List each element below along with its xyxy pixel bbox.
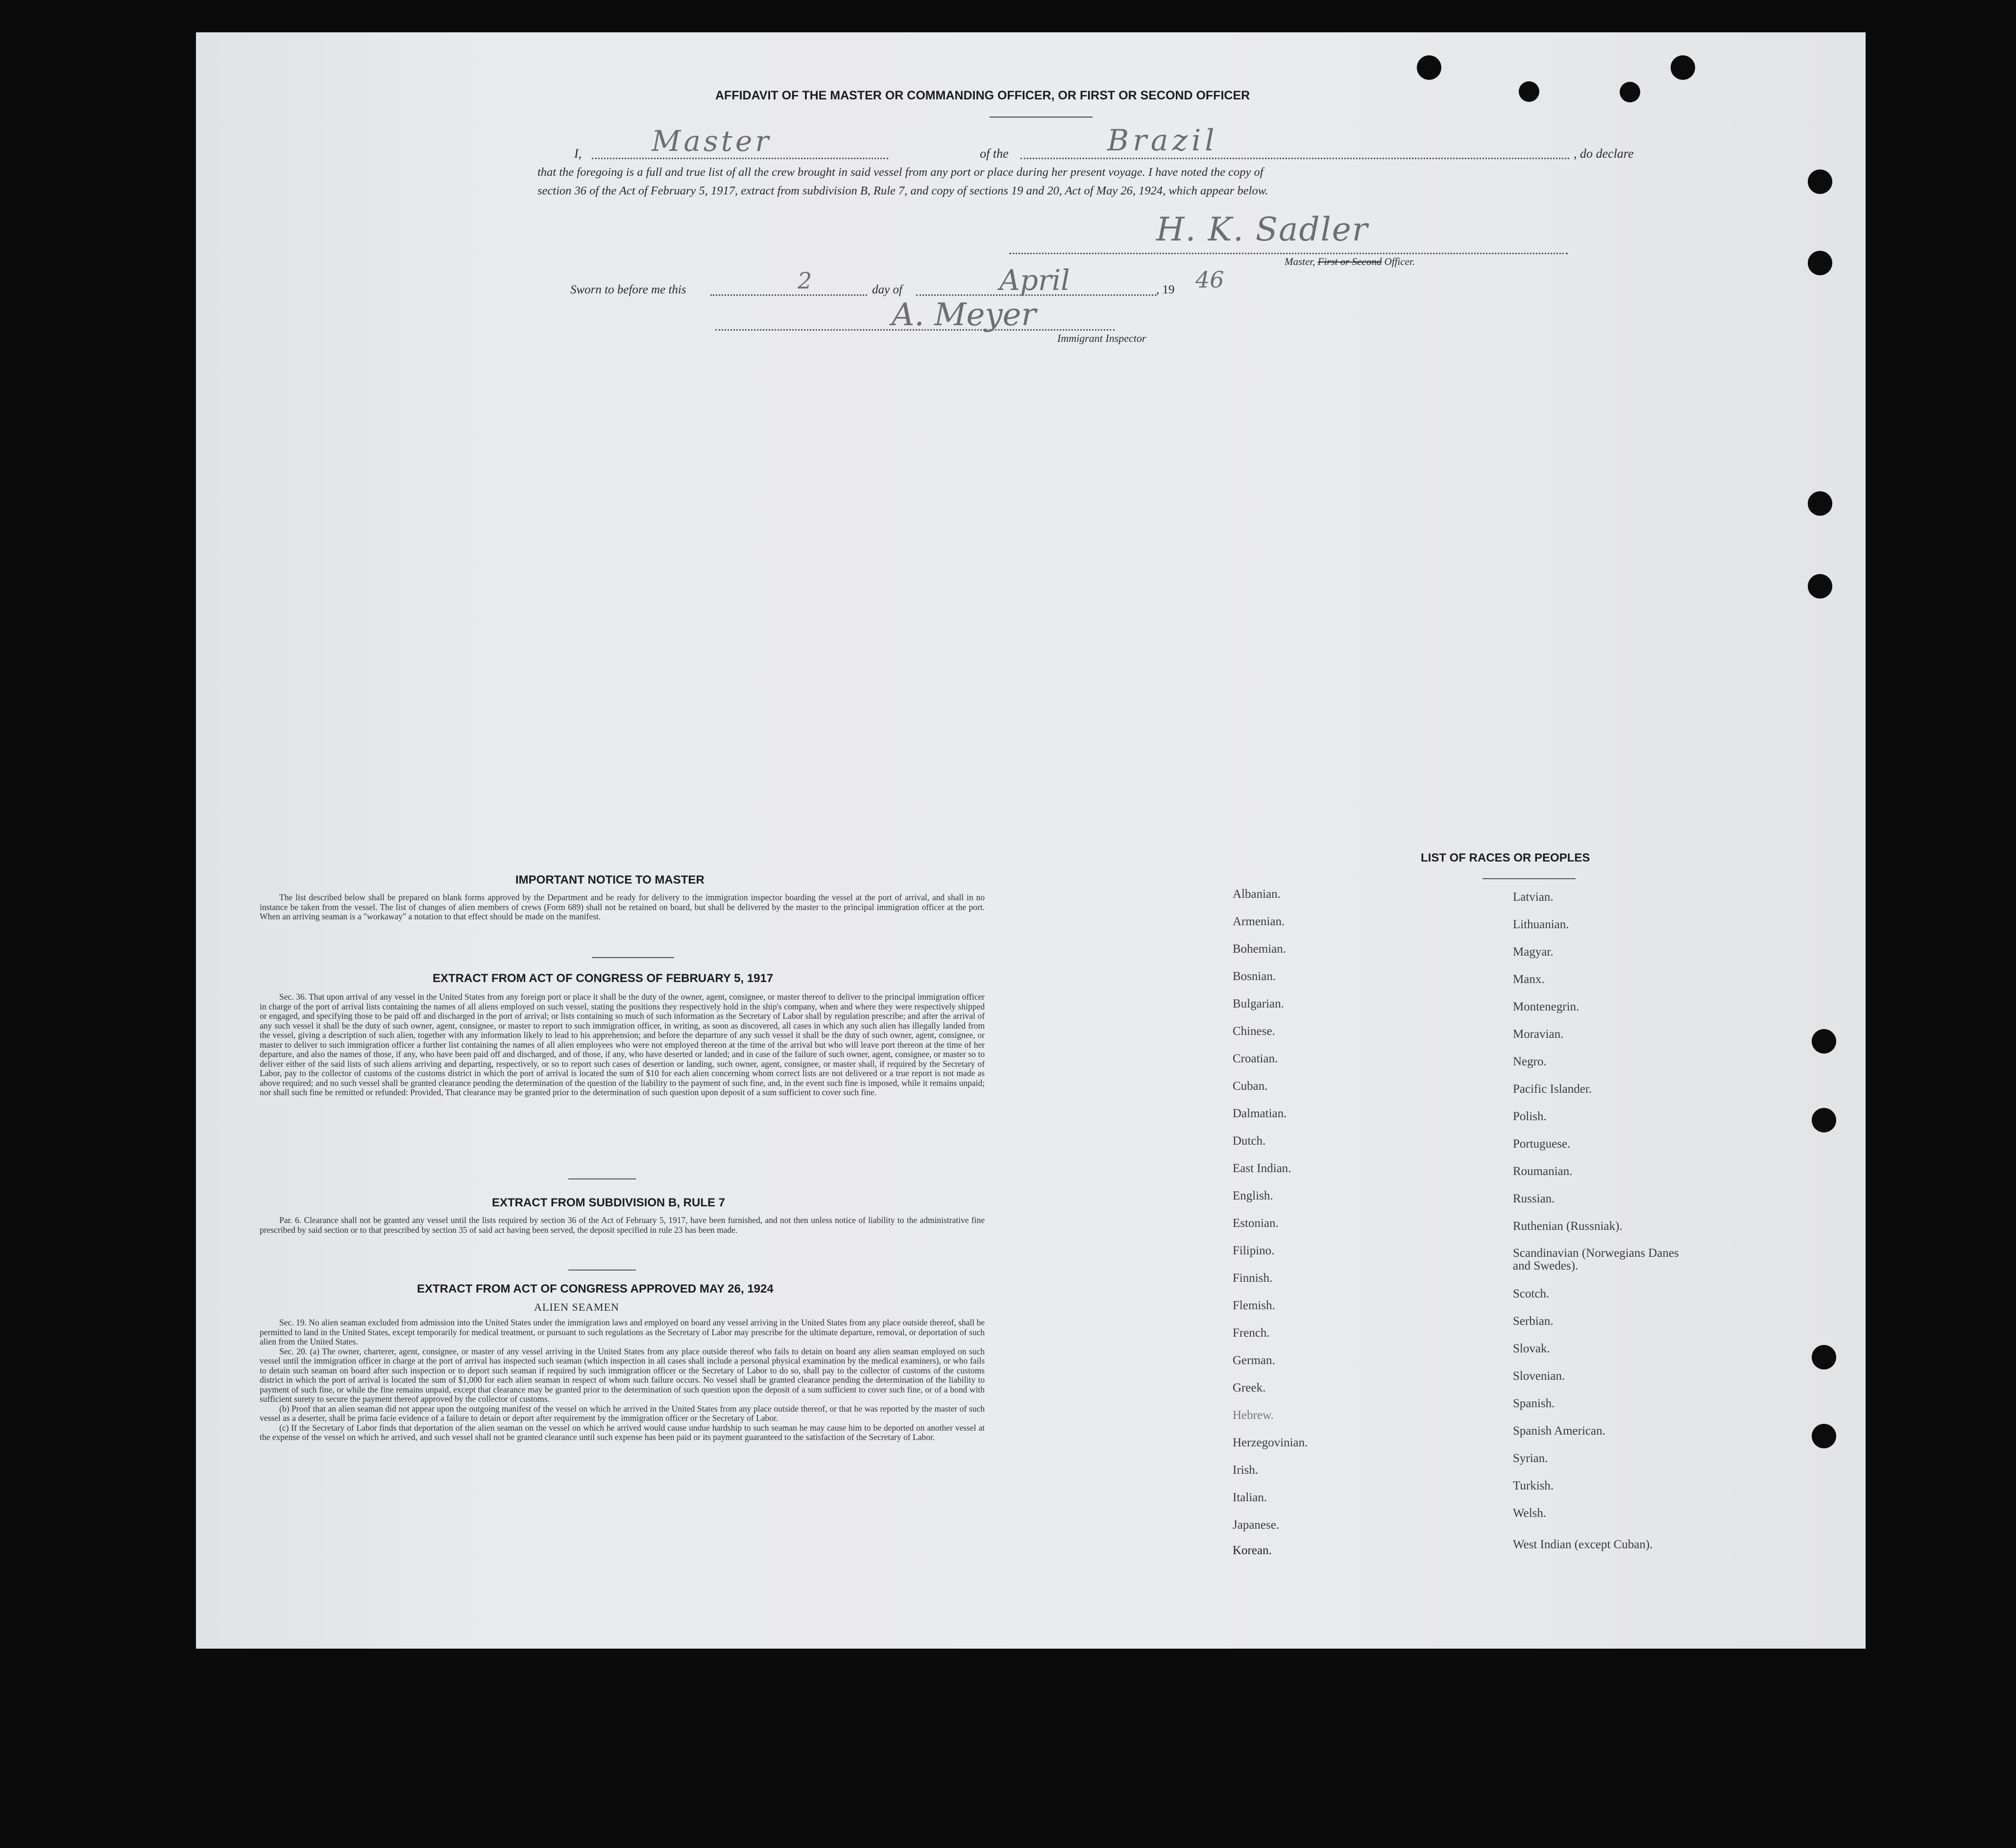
act1924-subtitle: ALIEN SEAMEN — [534, 1301, 619, 1313]
rule7-paragraph: Par. 6. Clearance shall not be granted any vessel until the lists required by section 36 of the Act of February 5, 1917, have been furnished, and not then unless notice of liability to the administrative fine prescribed by said section or to that prescribed by section 35 of said act having been served, the deposit specified in rule 23 has been made. — [260, 1215, 985, 1235]
act1917-text — [260, 992, 985, 1098]
race-col1-item: Bosnian. — [1233, 970, 1276, 983]
master-signature: H. K. Sadler — [1156, 211, 1369, 248]
races-rule — [1482, 878, 1576, 879]
race-col1-item: Bohemian. — [1233, 942, 1287, 956]
signature-line — [1009, 253, 1568, 254]
punch-hole — [1671, 55, 1695, 80]
race-col2-item: Roumanian. — [1513, 1165, 1573, 1178]
race-col1-item: Armenian. — [1233, 915, 1285, 928]
rule7-text — [260, 1216, 985, 1235]
punch-hole — [1812, 1108, 1836, 1132]
race-col2-item: Scotch. — [1513, 1287, 1550, 1300]
day-of-label: day of — [872, 283, 902, 296]
affidavit-line-2: that the foregoing is a full and true list of all the crew brought in said vessel from any port or place during her present voyage. I have noted the copy of — [537, 166, 1263, 179]
punch-hole — [1812, 1424, 1836, 1448]
affidavit-title: AFFIDAVIT OF THE MASTER OR COMMANDING OFFICER, OR FIRST OR SECOND OFFICER — [715, 89, 1250, 102]
race-col1-item: Korean. — [1233, 1544, 1272, 1557]
inspector-caption: Immigrant Inspector — [1057, 332, 1146, 344]
master-caption-struck: First or Second — [1317, 256, 1382, 267]
year-prefix: , 19 — [1156, 283, 1175, 296]
race-col1-item: Herzegovinian. — [1233, 1436, 1308, 1449]
race-col2-item: Slovenian. — [1513, 1369, 1565, 1383]
race-col2-item: Scandinavian (Norwegians Danes and Swedes). — [1513, 1247, 1679, 1272]
document-page — [196, 32, 1866, 1649]
punch-hole — [1808, 491, 1832, 516]
sec20a-paragraph: Sec. 20. (a) The owner, charterer, agent, consignee, or master of any vessel arriving in the United States from any place outside thereof who fails to detain on board any alien seaman employed on such vessel until the immigration officer in charge at the port of arrival has inspected such seaman (which inspection in all cases shall include a personal physical examination by the medical examiners), or who fails to detain such seaman on board after such inspection or to deport such seaman if required by such immigration officer or the Secretary of Labor to do so, shall pay to the collector of customs of the customs district in which the port of arrival is located the sum of $1,000 for each alien seaman in respect of whom such failure occurs. No vessel shall be granted clearance pending the determination of the liability to payment of such fine, or while the fine remains unpaid, except that clearance may be granted prior to the determination of such question upon the deposit of a sum sufficient to cover such fine, or of a bond with sufficient surety to secure the payment thereof approved by the collector of customs. — [260, 1346, 985, 1404]
punch-hole — [1519, 81, 1539, 102]
affidavit-line-3: section 36 of the Act of February 5, 1917, extract from subdivision B, Rule 7, and copy of sections 19 and 20, Act of May 26, 1924, which appear below. — [537, 184, 1268, 197]
race-col1-item: Greek. — [1233, 1381, 1266, 1394]
race-col1-item: Filipino. — [1233, 1244, 1275, 1257]
race-col1-item: Finnish. — [1233, 1272, 1273, 1285]
dotted-line — [592, 158, 888, 159]
race-col1-item: Cuban. — [1233, 1080, 1268, 1093]
race-col1-item: German. — [1233, 1354, 1275, 1367]
master-caption-officer: Officer. — [1384, 256, 1415, 267]
inspector-signature: A. Meyer — [892, 297, 1036, 333]
races-title: LIST OF RACES OR PEOPLES — [1421, 851, 1590, 864]
punch-hole — [1417, 55, 1441, 80]
race-col2-item: Syrian. — [1513, 1452, 1548, 1465]
dotted-line — [710, 294, 867, 296]
race-col2-item: Serbian. — [1513, 1315, 1554, 1328]
handwritten-day: 2 — [798, 267, 812, 294]
notice-text — [260, 893, 985, 922]
notice-paragraph: The list described below shall be prepared on blank forms approved by the Department and be ready for delivery to the immigration inspector boarding the vessel at the port of arrival, and shall in no instance be taken from the vessel. The list of changes of alien members of crews (Form 689) shall not be retained on board, but shall be delivered by the master to the principal immigration officer at the port. When an arriving seaman is a "workaway" a notation to that effect should be made on the manifest. — [260, 892, 985, 921]
handwritten-month: April — [999, 264, 1070, 297]
sec19-paragraph: Sec. 19. No alien seaman excluded from admission into the United States under the immigration laws and employed on board any vessel arriving in the United States from any place outside thereof, shall be permitted to land in the United States, except temporarily for medical treatment, or pursuant to such regulations as the Secretary of Labor may prescribe for the ultimate departure, removal, or deportation of such alien from the United States. — [260, 1318, 985, 1346]
do-declare-label: , do declare — [1574, 146, 1634, 161]
punch-hole — [1808, 574, 1832, 599]
sec20b-paragraph: (b) Proof that an alien seaman did not appear upon the outgoing manifest of the vessel on which he arrived in the United States from any place outside thereof, or that he was reported by the master of such vessel as a deserter, shall be prima facie evidence of a failure to detain or deport after requirement by the immigration officer or the Secretary of Labor. — [260, 1403, 985, 1423]
punch-hole — [1812, 1029, 1836, 1054]
race-col2-item: Moravian. — [1513, 1028, 1564, 1041]
race-col1-item: Italian. — [1233, 1491, 1267, 1504]
race-col2-item: Montenegrin. — [1513, 1000, 1579, 1013]
punch-hole — [1812, 1345, 1836, 1369]
race-col2-item: Turkish. — [1513, 1479, 1554, 1492]
race-col1-item: Japanese. — [1233, 1518, 1280, 1532]
race-col2-item: Spanish American. — [1513, 1424, 1605, 1438]
punch-hole — [1808, 251, 1832, 275]
race-col1-item: French. — [1233, 1326, 1270, 1340]
race-col2-item: Polish. — [1513, 1110, 1547, 1123]
race-col2-item: Portuguese. — [1513, 1137, 1571, 1151]
master-caption — [1285, 256, 1415, 268]
race-col2-item: West Indian (except Cuban). — [1513, 1538, 1653, 1551]
act1917-paragraph: Sec. 36. That upon arrival of any vessel in the United States from any foreign port or place it shall be the duty of the owner, agent, consignee, or master thereof to deliver to the principal immigration officer in charge of the port of arrival lists containing the names of all aliens employed on such vessel, stating the positions they respectively hold in the ship's company, when and where they were respectively shipped or engaged, and specifying those to be paid off and discharged in the port of arrival; or lists containing so much of such information as the Secretary of Labor shall by regulation prescribe; and after the arrival of any such vessel it shall be the duty of such owner, agent, consignee, or master to report to such immigration officer, in writing, as soon as discovered, all cases in which any such alien has illegally landed from the vessel, giving a description of such alien, together with any information likely to lead to his apprehension; and before the departure of any such vessel it shall be the duty of such owner, agent, consignee, or master to deliver to such immigration officer a further list containing the names of all alien employees who were not employed thereon at the time of the arrival but who will leave port thereon at the time of her departure, and also the names of those, if any, who have been paid off and discharged, and of those, if any, who have deserted or landed; and in case of the failure of such owner, agent, consignee, or master so to deliver either of the said lists of such aliens arriving and departing, respectively, or so to report such cases of desertion or landing, such owner, agent, consignee, or master shall, if required by the Secretary of Labor, pay to the collector of customs of the customs district in which the port of arrival is located the sum of $10 for each alien concerning whom correct lists are not delivered or a true report is not made as above required; and no such vessel shall be granted clearance pending the determination of the question of the liability to the payment of such fine, and, in the event such fine is imposed, while it remains unpaid; nor shall such fine be remitted or refunded: Provided, That clearance may be granted prior to the determination of such question upon deposit of a sum sufficient to cover such fine. — [260, 992, 985, 1097]
race-col1-item: Estonian. — [1233, 1217, 1279, 1230]
race-col1-item: Dutch. — [1233, 1134, 1266, 1148]
race-col1-item: East Indian. — [1233, 1162, 1291, 1175]
sec20c-paragraph: (c) If the Secretary of Labor finds that deportation of the alien seaman on the vessel on which he arrived would cause undue hardship to such seaman he may cause him to be deported on another vessel at the expense of the vessel on which he arrived, and such vessel shall not be granted clearance until such expense has been paid or its payment guaranteed to the satisfaction of the Secretary of Labor. — [260, 1422, 985, 1442]
master-caption-master: Master, — [1285, 256, 1315, 267]
handwritten-rank: Master — [652, 124, 772, 158]
race-col2-item: Negro. — [1513, 1055, 1547, 1068]
rule7-title: EXTRACT FROM SUBDIVISION B, RULE 7 — [492, 1196, 726, 1209]
i-label: I, — [574, 146, 582, 161]
race-col1-item: Hebrew. — [1233, 1409, 1274, 1422]
race-col1-item: English. — [1233, 1189, 1273, 1202]
of-the-label: of the — [980, 146, 1009, 161]
dotted-line — [1020, 158, 1569, 159]
sworn-label: Sworn to before me this — [570, 283, 686, 296]
race-col1-item: Bulgarian. — [1233, 997, 1284, 1010]
handwritten-vessel: Brazil — [1107, 123, 1218, 158]
race-col1-item: Flemish. — [1233, 1299, 1275, 1312]
notice-title: IMPORTANT NOTICE TO MASTER — [515, 873, 704, 887]
handwritten-year: 46 — [1195, 266, 1224, 293]
act1924-title: EXTRACT FROM ACT OF CONGRESS APPROVED MAY 26, 1924 — [417, 1282, 774, 1296]
race-col1-item: Croatian. — [1233, 1052, 1278, 1065]
race-col2-item: Welsh. — [1513, 1507, 1547, 1520]
section-rule — [568, 1270, 636, 1271]
race-col1-item: Chinese. — [1233, 1025, 1275, 1038]
race-col2-item: Spanish. — [1513, 1397, 1555, 1410]
title-rule — [990, 117, 1093, 118]
race-col2-item: Magyar. — [1513, 945, 1554, 959]
punch-hole — [1620, 82, 1640, 102]
section-rule — [568, 1178, 636, 1179]
race-col1-item: Albanian. — [1233, 888, 1281, 901]
punch-hole — [1808, 169, 1832, 194]
section-rule — [592, 957, 674, 958]
race-col2-item: Latvian. — [1513, 890, 1554, 904]
race-col2-item: Lithuanian. — [1513, 918, 1569, 931]
race-col2-item: Russian. — [1513, 1192, 1555, 1205]
race-col2-item: Slovak. — [1513, 1342, 1550, 1355]
act1917-title: EXTRACT FROM ACT OF CONGRESS OF FEBRUARY 5, 1917 — [433, 972, 774, 985]
race-col2-item: Ruthenian (Russniak). — [1513, 1220, 1623, 1233]
race-col1-item: Dalmatian. — [1233, 1107, 1287, 1120]
race-col2-item: Pacific Islander. — [1513, 1082, 1592, 1096]
race-col2-item: Manx. — [1513, 973, 1545, 986]
act1924-text — [260, 1318, 985, 1442]
race-col1-item: Irish. — [1233, 1464, 1259, 1477]
